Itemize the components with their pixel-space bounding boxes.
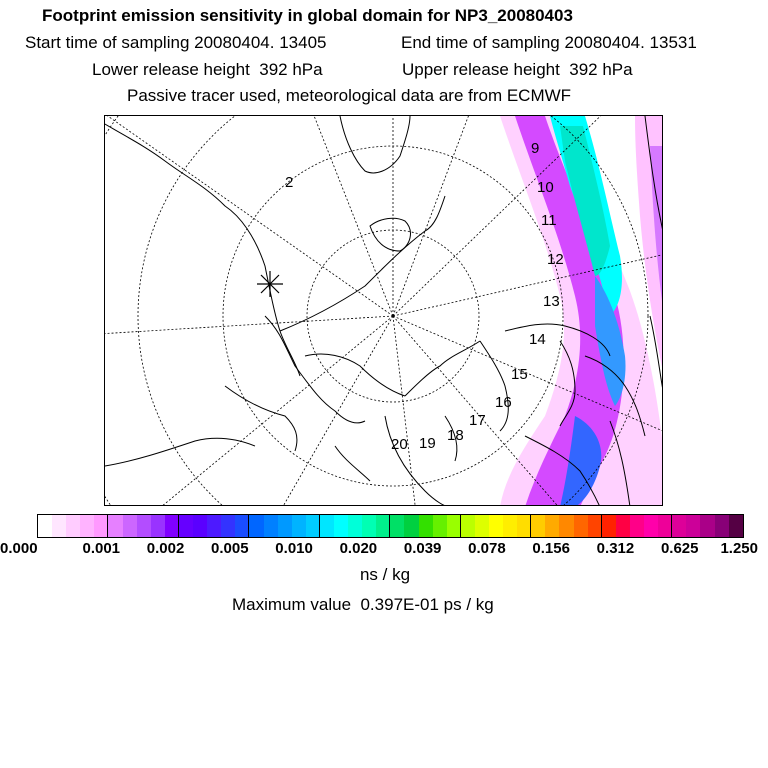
colorbar-swatch (193, 515, 207, 537)
colorbar-tick-label: 0.312 (596, 540, 635, 557)
colorbar-swatch (616, 515, 630, 537)
colorbar-swatch (306, 515, 320, 537)
colorbar-tick-label: 1.250 (720, 540, 758, 557)
end-time-label: End time of sampling 20080404. 13531 (401, 33, 697, 52)
colorbar-tick-label: 0.010 (275, 540, 313, 557)
map-canvas (105, 116, 663, 506)
plot-title: Footprint emission sensitivity in global domain for NP3_20080403 (42, 6, 573, 25)
colorbar-tick-labels (0, 540, 768, 560)
colorbar-tick-label: 0.002 (146, 540, 185, 557)
trajectory-label: 13 (543, 293, 560, 310)
trajectory-label: 9 (531, 140, 540, 157)
colorbar-swatch (489, 515, 503, 537)
colorbar-tick-label: 0.078 (468, 540, 506, 557)
colorbar-swatch (729, 515, 743, 537)
colorbar-swatch (700, 515, 714, 537)
trajectory-label: 20 (391, 436, 408, 453)
colorbar-swatch (292, 515, 306, 537)
colorbar-swatch (715, 515, 729, 537)
colorbar-swatch (362, 515, 376, 537)
colorbar-swatch (264, 515, 278, 537)
max-value-label: Maximum value 0.397E-01 ps / kg (232, 595, 494, 614)
colorbar-swatch (531, 515, 545, 537)
colorbar-swatch (38, 515, 52, 537)
colorbar (37, 514, 744, 538)
colorbar-swatch (207, 515, 221, 537)
colorbar-tick-label: 0.000 (0, 540, 38, 557)
colorbar-swatch (376, 515, 390, 537)
colorbar-swatch (447, 515, 461, 537)
start-time-label: Start time of sampling 20080404. 13405 (25, 33, 327, 52)
colorbar-swatch (644, 515, 658, 537)
colorbar-swatch (475, 515, 489, 537)
colorbar-swatch (404, 515, 418, 537)
colorbar-swatch (137, 515, 151, 537)
colorbar-swatch (559, 515, 573, 537)
trajectory-label: 18 (447, 427, 464, 444)
colorbar-tick-label: 0.039 (403, 540, 442, 557)
emission-plume (500, 116, 663, 506)
colorbar-swatch (686, 515, 700, 537)
colorbar-swatch (221, 515, 235, 537)
trajectory-label: 19 (419, 435, 436, 452)
lower-height-label: Lower release height 392 hPa (92, 60, 323, 79)
colorbar-swatch (545, 515, 559, 537)
colorbar-swatch (390, 515, 404, 537)
trajectory-labels (285, 140, 564, 453)
colorbar-tick-label: 0.625 (660, 540, 699, 557)
asterisk-icon (257, 271, 283, 297)
colorbar-swatch (602, 515, 616, 537)
colorbar-swatch (235, 515, 249, 537)
colorbar-swatch (658, 515, 672, 537)
trajectory-label: 2 (285, 174, 294, 191)
colorbar-tick-label: 0.001 (82, 540, 121, 557)
upper-height-label: Upper release height 392 hPa (402, 60, 633, 79)
colorbar-swatch (278, 515, 292, 537)
colorbar-swatch (94, 515, 108, 537)
colorbar-swatch (348, 515, 362, 537)
trajectory-label: 15 (511, 366, 528, 383)
map-panel (104, 115, 663, 506)
colorbar-swatch (574, 515, 588, 537)
colorbar-swatch (80, 515, 94, 537)
colorbar-swatch (66, 515, 80, 537)
colorbar-tick-label: 0.020 (339, 540, 378, 557)
colorbar-swatch (320, 515, 334, 537)
colorbar-swatch (249, 515, 263, 537)
tracer-note: Passive tracer used, meteorological data are from ECMWF (127, 86, 572, 105)
trajectory-label: 16 (495, 394, 512, 411)
colorbar-tick-label: 0.156 (532, 540, 570, 557)
colorbar-swatch (503, 515, 517, 537)
colorbar-swatch (419, 515, 433, 537)
colorbar-unit: ns / kg (359, 565, 411, 584)
colorbar-swatch (123, 515, 137, 537)
colorbar-swatch (165, 515, 179, 537)
colorbar-swatch (517, 515, 531, 537)
colorbar-swatch (461, 515, 475, 537)
trajectory-label: 17 (469, 412, 486, 429)
colorbar-swatch (108, 515, 122, 537)
trajectory-label: 11 (541, 212, 557, 229)
colorbar-swatch (334, 515, 348, 537)
trajectory-label: 14 (529, 331, 546, 348)
colorbar-swatch (433, 515, 447, 537)
colorbar-tick-label: 0.005 (211, 540, 249, 557)
colorbar-swatch (179, 515, 193, 537)
colorbar-swatch (672, 515, 686, 537)
trajectory-label: 12 (547, 251, 564, 268)
colorbar-swatch (151, 515, 165, 537)
colorbar-swatch (588, 515, 602, 537)
colorbar-swatch (52, 515, 66, 537)
trajectory-label: 10 (537, 179, 554, 196)
colorbar-swatch (630, 515, 644, 537)
